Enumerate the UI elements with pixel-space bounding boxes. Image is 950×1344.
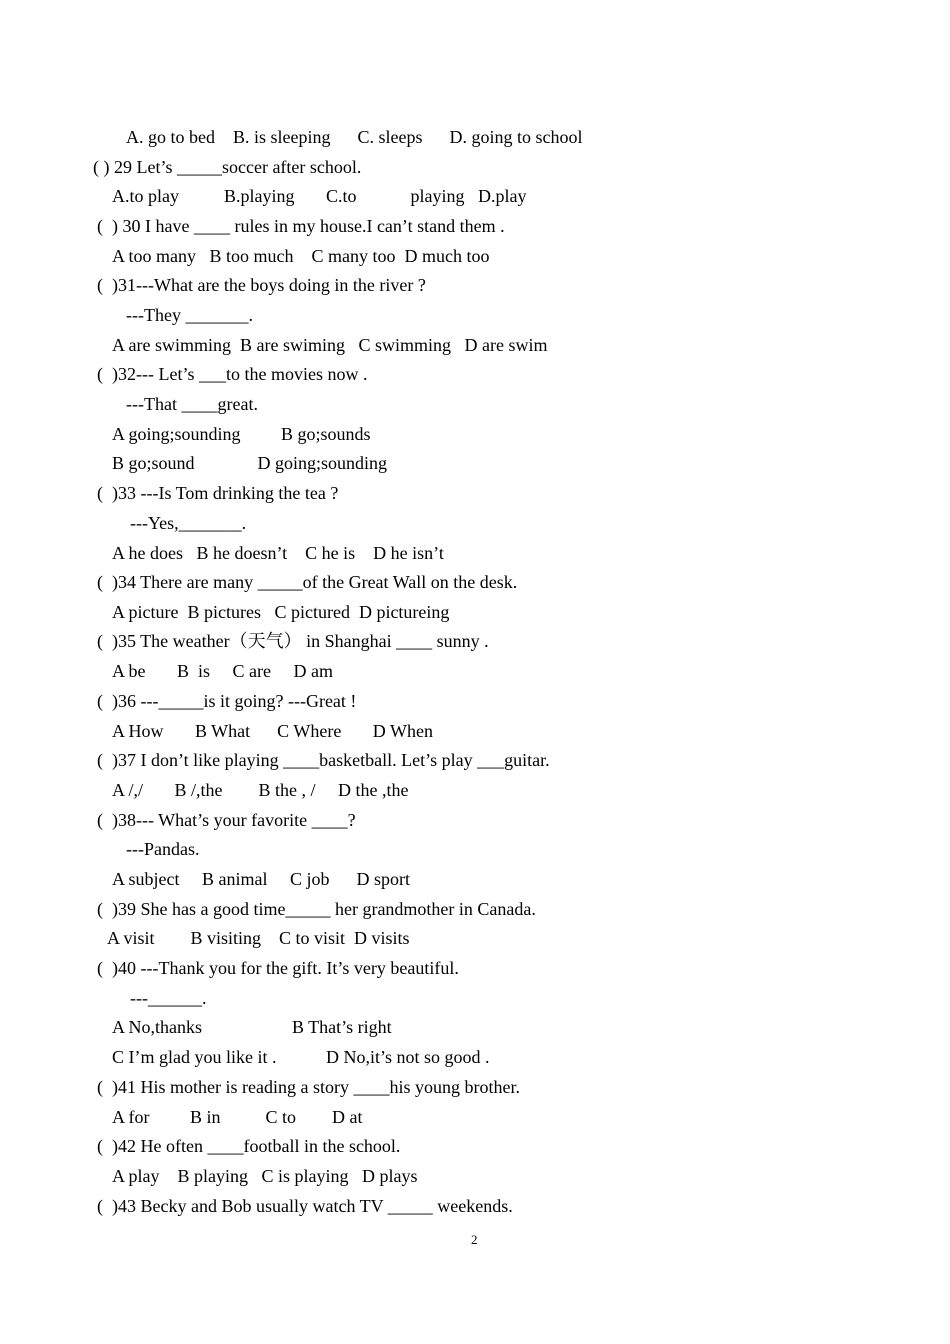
option-line-34: A picture B pictures C pictured D pictureing xyxy=(112,602,450,622)
dialogue-32: ---That ____great. xyxy=(126,394,258,414)
question-32: ( )32--- Let’s ___to the movies now . xyxy=(97,364,368,384)
option-line-41: A for B in C to D at xyxy=(112,1107,363,1127)
question-29: ( ) 29 Let’s _____soccer after school. xyxy=(93,157,362,177)
question-37: ( )37 I don’t like playing ____basketball. Let’s play ___guitar. xyxy=(97,750,550,770)
option-line-36: A How B What C Where D When xyxy=(112,721,433,741)
dialogue-33: ---Yes,_______. xyxy=(130,513,247,533)
question-30: ( ) 30 I have ____ rules in my house.I can’t stand them . xyxy=(97,216,505,236)
question-42: ( )42 He often ____football in the school. xyxy=(97,1136,401,1156)
dialogue-40: ---______. xyxy=(130,988,207,1008)
option-line-38: A subject B animal C job D sport xyxy=(112,869,410,889)
option-line-30: A too many B too much C many too D much too xyxy=(112,246,490,266)
option-line-29: A.to play B.playing C.to playing D.play xyxy=(112,186,527,206)
question-40: ( )40 ---Thank you for the gift. It’s very beautiful. xyxy=(97,958,459,978)
question-41: ( )41 His mother is reading a story ____his young brother. xyxy=(97,1077,520,1097)
option-line-42: A play B playing C is playing D plays xyxy=(112,1166,418,1186)
question-35: ( )35 The weather（天气） in Shanghai ____ sunny . xyxy=(97,631,489,651)
question-38: ( )38--- What’s your favorite ____? xyxy=(97,810,356,830)
question-39: ( )39 She has a good time_____ her grandmother in Canada. xyxy=(97,899,536,919)
option-line-32b: B go;sound D going;sounding xyxy=(112,453,388,473)
question-43: ( )43 Becky and Bob usually watch TV _____ weekends. xyxy=(97,1196,513,1216)
option-line-28: A. go to bed B. is sleeping C. sleeps D. going to school xyxy=(126,127,583,147)
question-31: ( )31---What are the boys doing in the river ? xyxy=(97,275,426,295)
option-line-37: A /,/ B /,the B the , / D the ,the xyxy=(112,780,409,800)
page-number: 2 xyxy=(471,1232,478,1247)
dialogue-38: ---Pandas. xyxy=(126,839,200,859)
option-line-35: A be B is C are D am xyxy=(112,661,333,681)
option-line-40b: C I’m glad you like it . D No,it’s not so good . xyxy=(112,1047,490,1067)
question-36: ( )36 ---_____is it going? ---Great ! xyxy=(97,691,357,711)
question-33: ( )33 ---Is Tom drinking the tea ? xyxy=(97,483,339,503)
question-34: ( )34 There are many _____of the Great Wall on the desk. xyxy=(97,572,518,592)
option-line-31: A are swimming B are swiming C swimming D are swim xyxy=(112,335,548,355)
option-line-33: A he does B he doesn’t C he is D he isn’t xyxy=(112,543,444,563)
option-line-40a: A No,thanks B That’s right xyxy=(112,1017,392,1037)
dialogue-31: ---They _______. xyxy=(126,305,253,325)
option-line-32a: A going;sounding B go;sounds xyxy=(112,424,371,444)
option-line-39: A visit B visiting C to visit D visits xyxy=(107,928,410,948)
